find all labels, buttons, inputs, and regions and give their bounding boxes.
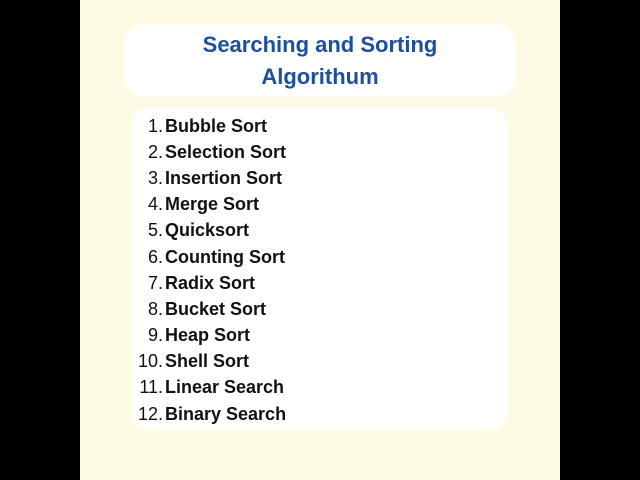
item-number: 11. xyxy=(139,377,163,398)
item-label: Binary Search xyxy=(165,403,287,424)
list-item xyxy=(131,113,286,139)
item-label: Bubble Sort xyxy=(165,115,267,136)
list-item xyxy=(131,244,286,270)
item-label: Quicksort xyxy=(165,220,250,241)
item-label: Linear Search xyxy=(165,377,285,398)
content-panel xyxy=(80,0,560,480)
item-number: 4. xyxy=(147,194,163,215)
item-label: Merge Sort xyxy=(165,194,260,215)
item-label: Selection Sort xyxy=(165,141,287,162)
item-label: Shell Sort xyxy=(165,351,250,372)
item-number: 3. xyxy=(147,167,163,188)
item-label: Radix Sort xyxy=(165,272,256,293)
list-item xyxy=(131,323,286,349)
title-line-1: Searching and Sorting xyxy=(202,32,438,57)
title-card xyxy=(124,25,516,97)
item-label: Insertion Sort xyxy=(165,167,283,188)
item-number: 7. xyxy=(147,272,163,293)
item-number: 12. xyxy=(137,403,163,424)
item-label: Heap Sort xyxy=(165,325,251,346)
item-number: 8. xyxy=(147,298,163,319)
item-number: 9. xyxy=(147,325,163,346)
list-item xyxy=(131,139,286,165)
algorithm-list-card xyxy=(131,108,508,430)
list-item xyxy=(131,192,286,218)
list-item xyxy=(131,349,286,375)
item-number: 5. xyxy=(147,220,163,241)
list-item xyxy=(131,296,286,322)
algorithm-list xyxy=(131,113,286,427)
list-item xyxy=(131,375,286,401)
list-item xyxy=(131,165,286,191)
item-number: 10. xyxy=(137,351,163,372)
item-label: Bucket Sort xyxy=(165,298,267,319)
item-number: 1. xyxy=(147,115,163,136)
title-line-2: Algorithum xyxy=(261,64,379,89)
item-label: Counting Sort xyxy=(165,246,285,267)
item-number: 6. xyxy=(147,246,163,267)
list-item xyxy=(131,270,286,296)
list-item xyxy=(131,218,286,244)
list-item xyxy=(131,401,286,427)
item-number: 2. xyxy=(147,141,163,162)
